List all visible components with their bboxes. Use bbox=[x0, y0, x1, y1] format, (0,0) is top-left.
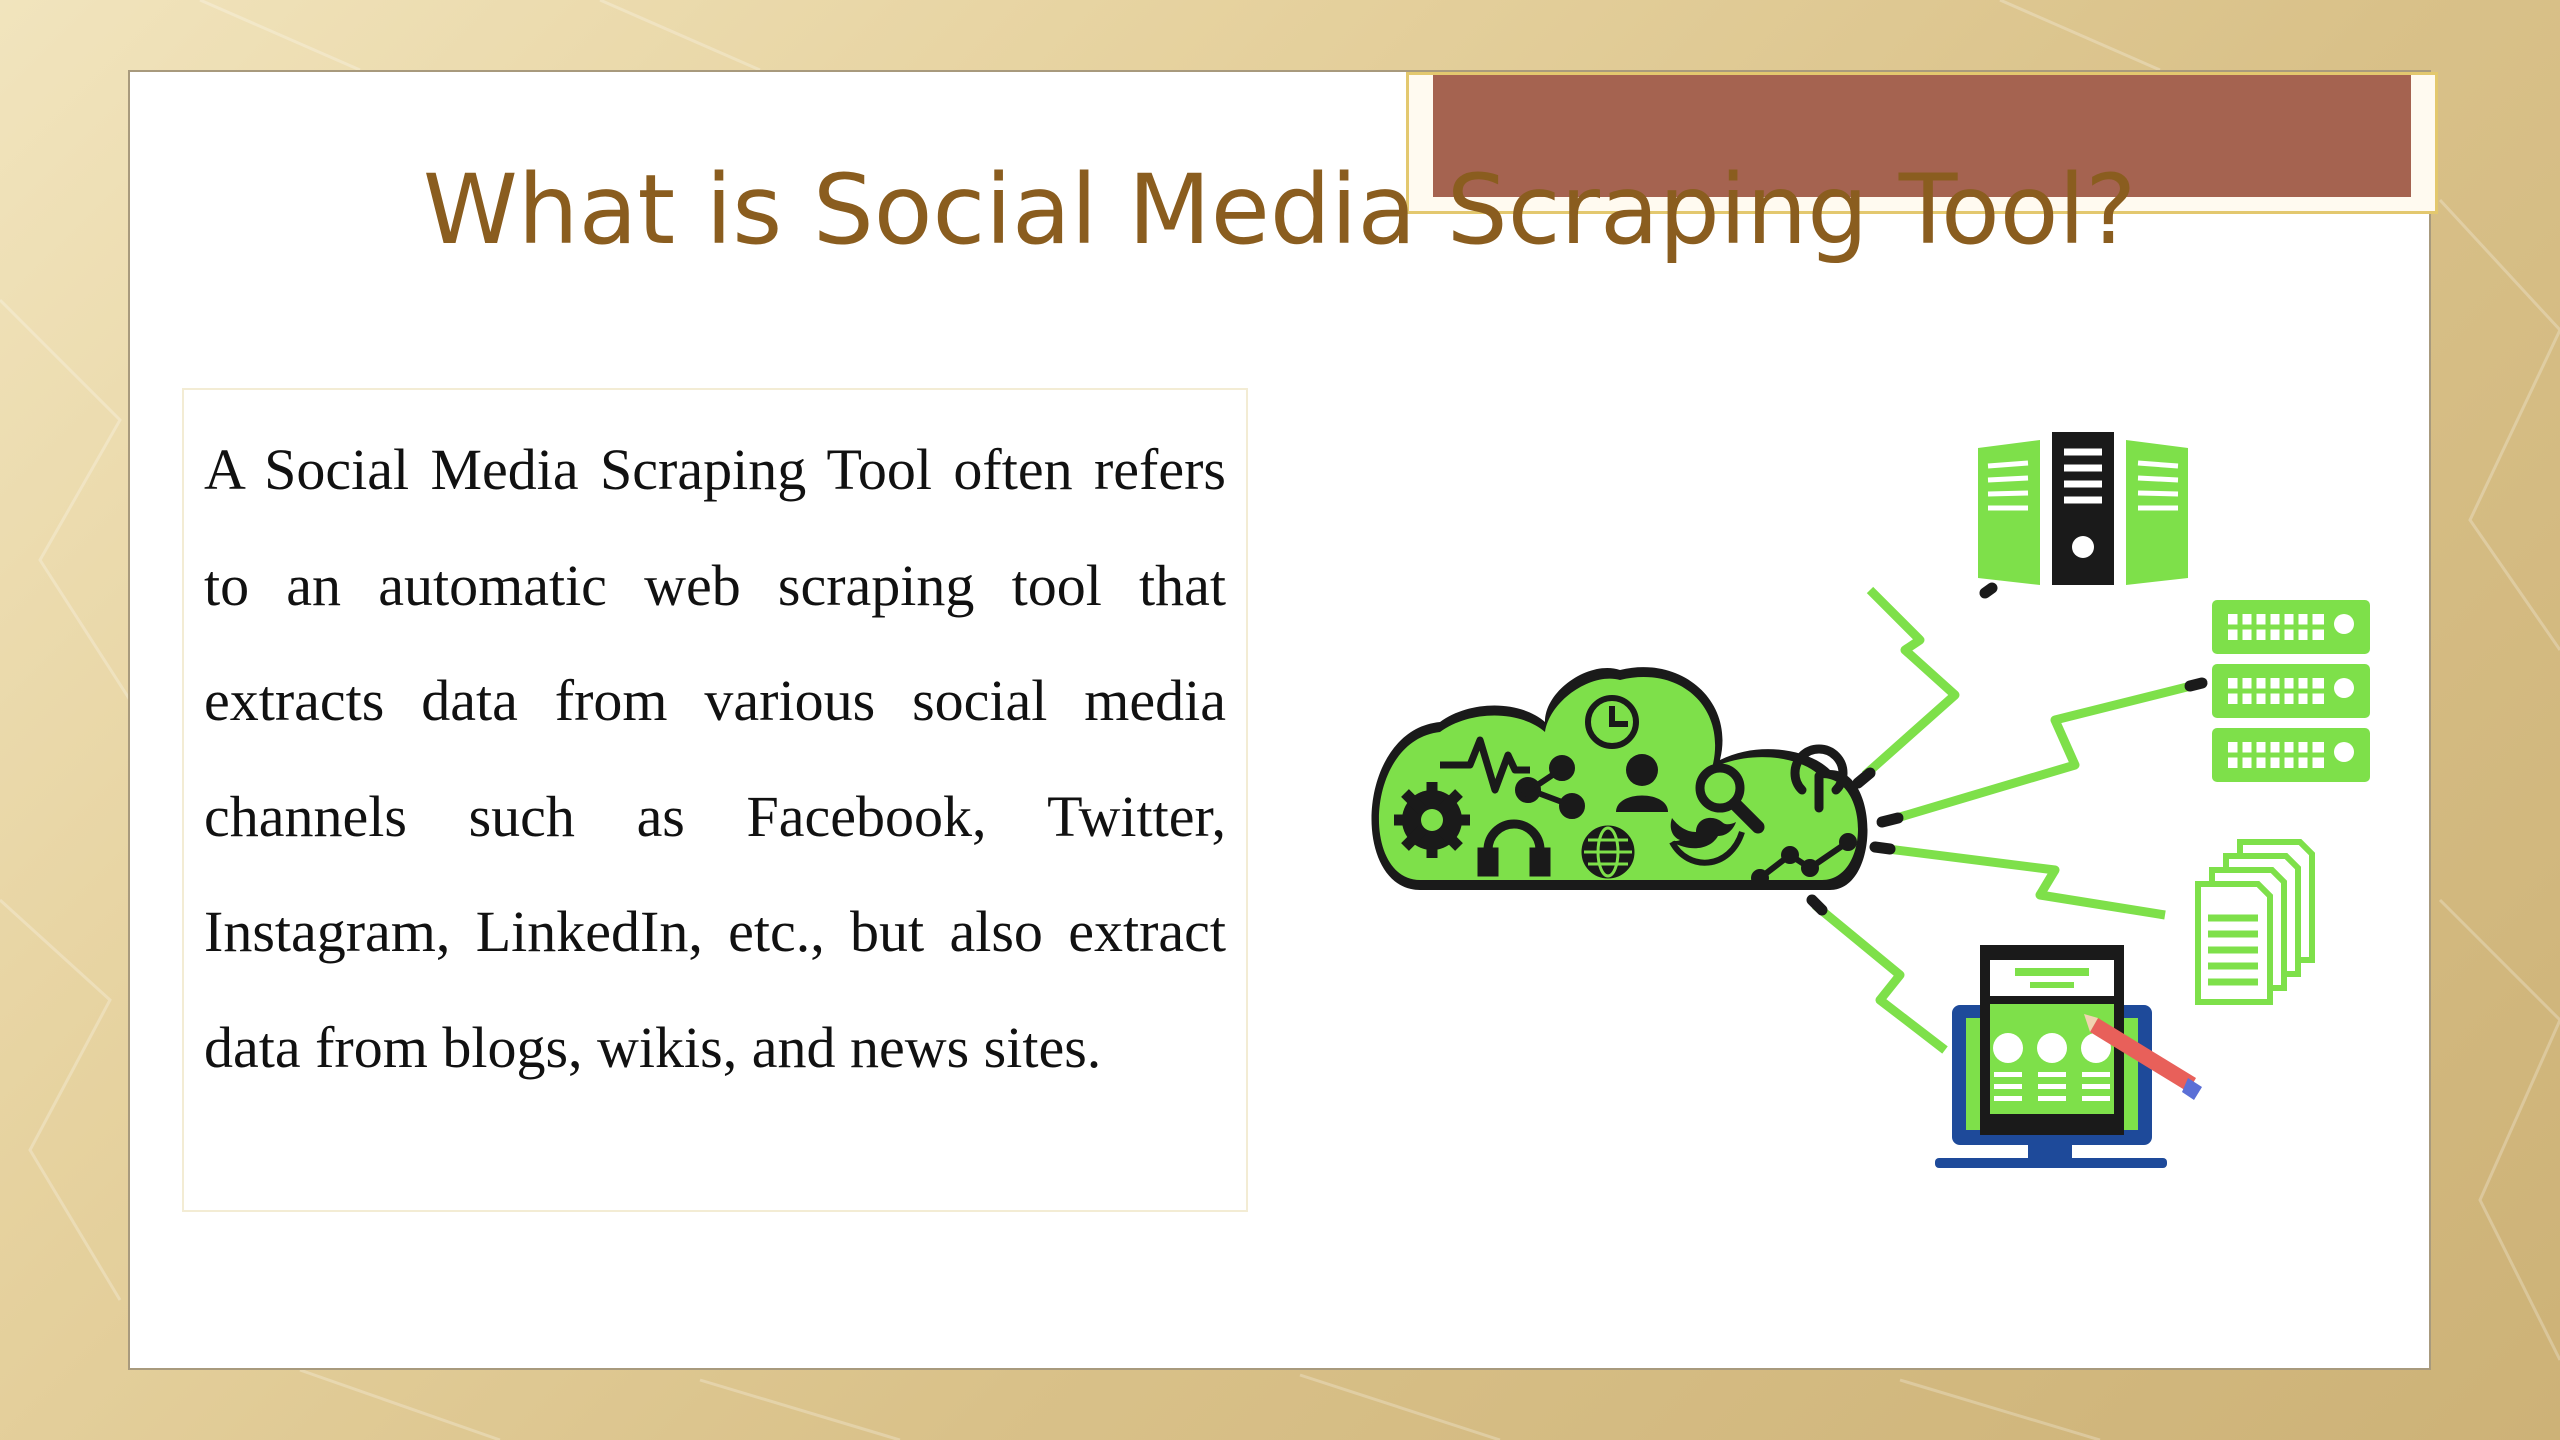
slide-title: What is Social Media Scraping Tool? bbox=[422, 154, 2137, 266]
gear-icon bbox=[1394, 782, 1470, 858]
server-tower-icon bbox=[1978, 432, 2188, 585]
website-monitor-icon bbox=[1935, 945, 2202, 1168]
documents-icon bbox=[2198, 842, 2312, 1002]
globe-icon bbox=[1584, 828, 1632, 876]
server-rack-icon bbox=[2212, 600, 2370, 782]
body-text-box bbox=[182, 388, 1248, 1212]
body-text: A Social Media Scraping Tool often refers to an automatic web scraping tool that extracts data from various social media channels such as Facebook, Twitter, Instagram, LinkedIn, etc., but also extract data from blogs, wikis, and news sites. bbox=[204, 437, 1226, 1080]
scraping-illustration bbox=[1360, 420, 2380, 1180]
